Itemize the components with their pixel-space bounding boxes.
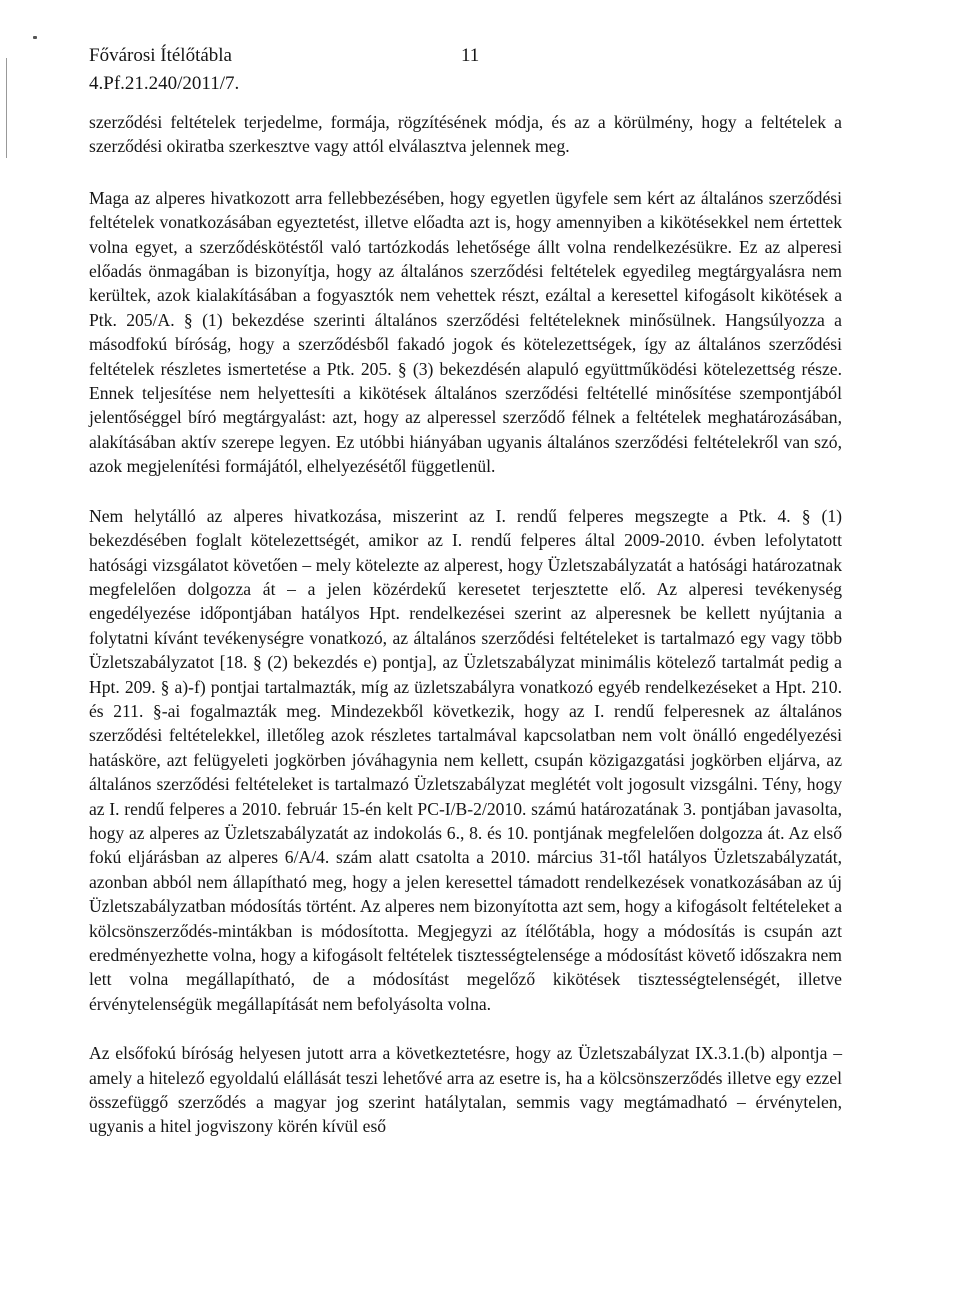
paragraph-supervisory-authority: Nem helytálló az alperes hivatkozása, miszerint az I. rendű felperes megszegte a Ptk. 4. § (1) bekezdésében foglalt kötelezettségét, amikor az I. rendű felperes által 2009-2010. évben lefolytatott hatósági vizsgálatot követően – mely kötelezte az alperest, hogy Üzletszabályzatát a hatósági határozatnak megfelelően dolgozza át – a jelen közérdekű keresetet terjesztette elő. Az alperesi tevékenység engedélyezése időpontjában hatályos Hpt. rendelkezései szerint az alperesnek be kellett nyújtania a folytatni kívánt tevékenységre vonatkozó, az általános szerződési feltételeket is tartalmazó egy vagy több Üzletszabályzatot [18. § (2) bekezdés e) pontja], az Üzletszabályzat minimális kötelező tartalmát pedig a Hpt. 209. § a)-f) pontjai tartalmazták, míg az üzletszabályra vonatkozó egyéb rendelkezéseket a Hpt. 210. és 211. §-ai fogalmazták meg. Mindezekből következik, hogy az I. rendű felperesnek az általános szerződési feltételekkel, illetőleg azok részletes tartalmával kapcsolatban nem volt önálló engedélyezési hatásköre, azt felügyeleti jogkörben jóváhagynia nem kellett, csupán közigazgatási jogkörben eljárva, az általános szerződési feltételeket is tartalmazó Üzletszabályzat meglétét volt jogosult vizsgálni. Tény, hogy az I. rendű felperes a 2010. február 15-én kelt PC-I/B-2/2010. számú határozatának 3. pontjában javasolta, hogy az alperes az Üzletszabályzatát az indokolás 6., 8. és 10. pontjának megfelelően dolgozza át. Az első fokú eljárásban az alperes 6/A/4. szám alatt csatolta a 2010. március 31-től hatályos Üzletszabályzatát, azonban abból nem állapítható meg, hogy a jelen keresettel támadott rendelkezések vonatkozásában az új Üzletszabályzatban módosítás történt. Az alperes nem bizonyította azt sem, hogy a kifogásolt feltételeket a kölcsönszerződés-mintákban is módosította. Megjegyzi az ítélőtábla, hogy a módosítás is csupán azt eredményezhette volna, hogy a kifogásolt feltételek tisztességtelensége a módosítást követő időszakra nem lett volna megállapítható, de a módosítást megelőző kikötések tisztességtelenségét, illetve érvénytelenségük megállapítását nem befolyásolta volna. (89, 505, 842, 1014)
page-number: 11 (461, 45, 480, 66)
court-name: Fővárosi Ítélőtábla (89, 45, 232, 66)
scan-margin-line (6, 58, 7, 158)
document-body (89, 110, 842, 1139)
scan-speck (33, 36, 37, 39)
paragraph-continuation: szerződési feltételek terjedelme, formája, rögzítésének módja, és az a körülmény, hogy a feltételek a szerződési okiratba szerkesztve vagy attól elválasztva jelennek meg. (89, 112, 842, 157)
paragraph-first-instance-court: Az elsőfokú bíróság helyesen jutott arra a következtetésre, hogy az Üzletszabályzat IX.3.1.(b) alpontja – amely a hitelező egyoldalú elállását teszi lehetővé arra az esetre is, ha a kölcsönszerződés illetve egy ezzel összefüggő szerződés a magyar jog szerint hatálytalan, semmis vagy megtámadható – érvénytelen, ugyanis a hitel jogviszony körén kívül eső (89, 1043, 842, 1137)
case-number: 4.Pf.21.240/2011/7. (89, 73, 240, 94)
paragraph-general-terms: Maga az alperes hivatkozott arra fellebbezésében, hogy egyetlen ügyfele sem kért az általános szerződési feltételek vonatkozásában egyeztetést, illetve előadta azt is, hogy amennyiben a kikötésekkel nem értettek volna egyet, a szerződéskötéstől való tartózkodás lehetősége állt volna rendelkezésükre. Ez az alperesi előadás önmagában is bizonyítja, hogy az általános szerződési feltételek egyedileg megtárgyalásra nem kerültek, azok kialakításában a fogyasztók nem vehettek részt, ezáltal a keresettel kifogásolt kikötések a Ptk. 205/A. § (1) bekezdése szerinti általános szerződési feltételeknek minősülnek. Hangsúlyozza a másodfokú bíróság, hogy a szerződésből fakadó jogok és kötelezettségek, így az általános szerződési feltételek részletes ismertetése a Ptk. 205. § (3) bekezdésén alapuló együttműködési kötelezettség része. Ennek teljesítése nem helyettesíti a kikötések általános szerződési feltétellé minősítése szempontjából jelentőséggel bíró megtárgyalást: azt, hogy az alperessel szerződő félnek a feltételek meghatározásában, alakításában aktív szerepe legyen. Ez utóbbi hiányában ugyanis általános szerződési feltételekről van szó, azok megjelenítési formájától, elhelyezésétől függetlenül. (89, 187, 842, 477)
